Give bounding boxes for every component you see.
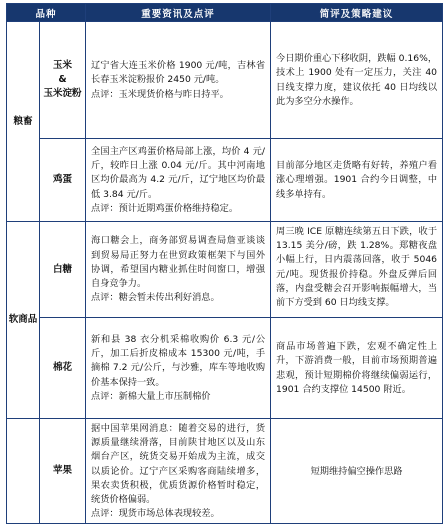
header-advice: 简评及策略建议 xyxy=(271,4,443,22)
variety-corn-line2: & xyxy=(58,74,67,85)
comment-cotton: 点评：新棉大量上市压制棉价 xyxy=(91,390,211,402)
news-corn xyxy=(86,22,271,139)
category-grain-livestock: 粮畜 xyxy=(7,22,40,222)
advice-egg xyxy=(271,139,443,222)
variety-sugar xyxy=(40,222,86,318)
news-apple-text: 据中国苹果网消息：随着交易的进行，货源质量继续滑落，目前陕甘地区以及山东烟台产区，统货交易开始成为主流，成交以质论价。辽宁产区采购客商陆续增多，果农卖货积极，优质货源价格暂时稳定，统货价格偏弱。 xyxy=(91,423,266,506)
variety-sugar-line1: 白糖 xyxy=(53,263,73,275)
comment-sugar: 点评：糖会暂未传出利好消息。 xyxy=(91,292,220,304)
news-cotton xyxy=(86,318,271,419)
news-egg xyxy=(86,139,271,222)
news-egg-text: 全国主产区鸡蛋价格局部上涨，均价 4 元/斤，较昨日上涨 0.04 元/斤。其中河南地区均价最高为 4.2 元/斤，辽宁地区均价最低 3.84 元/斤。 xyxy=(91,145,266,200)
category-soft-commodities: 软商品 xyxy=(7,222,40,419)
variety-corn-line1: 玉米 xyxy=(53,60,73,71)
category-apple xyxy=(7,419,40,524)
advice-corn-text: 今日期价重心下移收阴，跌幅 0.16%，技术上 1900 处有一定压力，关注 40 日线支撑力度，建议依托 40 日均线以此为多空分水操作。 xyxy=(276,53,438,107)
variety-apple xyxy=(40,419,86,524)
comment-apple: 点评：现货市场总体表现较差。 xyxy=(91,508,220,520)
header-row xyxy=(7,4,443,22)
news-corn-text: 辽宁省大连玉米价格 1900 元/吨，吉林省长春玉米淀粉报价 2450 元/吨。 xyxy=(91,60,266,86)
advice-apple xyxy=(271,419,443,524)
advice-sugar xyxy=(271,222,443,318)
row-egg xyxy=(7,139,443,222)
variety-cotton-line1: 棉花 xyxy=(53,362,73,373)
advice-cotton xyxy=(271,318,443,419)
news-sugar xyxy=(86,222,271,318)
advice-egg-text: 目前部分地区走货略有好转，养殖户看涨心理增强。1901 合约今日调整，中线多单持有。 xyxy=(276,160,438,200)
comment-egg: 点评：预计近期鸡蛋价格维持稳定。 xyxy=(91,202,239,214)
row-corn xyxy=(7,22,443,139)
header-category: 品种 xyxy=(7,4,86,22)
row-cotton xyxy=(7,318,443,419)
news-cotton-text: 新和县 38 衣分机采棉收购价 6.3 元/公斤，加工后折皮棉成本 15300 元/吨，手摘棉 7.2 元/公斤，与沙雅，库车等地收购价基本保持一致。 xyxy=(91,333,266,388)
variety-corn-line3: 玉米淀粉 xyxy=(43,88,82,99)
advice-sugar-text: 周三晚 ICE 原糖连续第五日下跌，收于 13.15 美分/磅，跌 1.28%。郑糖夜盘小幅上行，日内震荡回落，收于 5046 元/吨。现货报价持稳。外盘反弹后回落，内盘受糖会召开影响振幅增大，当前下方受到 60 日均线支撑。 xyxy=(276,226,438,309)
row-apple xyxy=(7,419,443,524)
variety-cotton xyxy=(40,318,86,419)
advice-cotton-text: 商品市场普遍下跌，宏观不确定性上升，下游消费一般，目前市场预期普遍悲观，预计短期棉价将继续偏弱运行，1901 合约支撑位 14500 附近。 xyxy=(276,341,438,395)
news-apple xyxy=(86,419,271,524)
comment-corn: 点评：玉米现货价格与昨日持平。 xyxy=(91,88,229,100)
row-sugar xyxy=(7,222,443,318)
advice-corn xyxy=(271,22,443,139)
advice-apple-text: 短期维持偏空操作思路 xyxy=(310,465,403,477)
news-sugar-text: 海口糖会上，商务部贸易调查局詹亚谈谈到贸易局正努力在世贸政策框架下与国外协调，希望国内糖业抓住时间窗口，增强自身竞争力。 xyxy=(91,235,266,290)
variety-egg xyxy=(40,139,86,222)
variety-corn xyxy=(40,22,86,139)
variety-apple-line1: 苹果 xyxy=(53,465,73,477)
commodity-table xyxy=(6,3,443,524)
header-news: 重要资讯及点评 xyxy=(86,4,271,22)
variety-egg-line1: 鸡蛋 xyxy=(53,174,73,185)
